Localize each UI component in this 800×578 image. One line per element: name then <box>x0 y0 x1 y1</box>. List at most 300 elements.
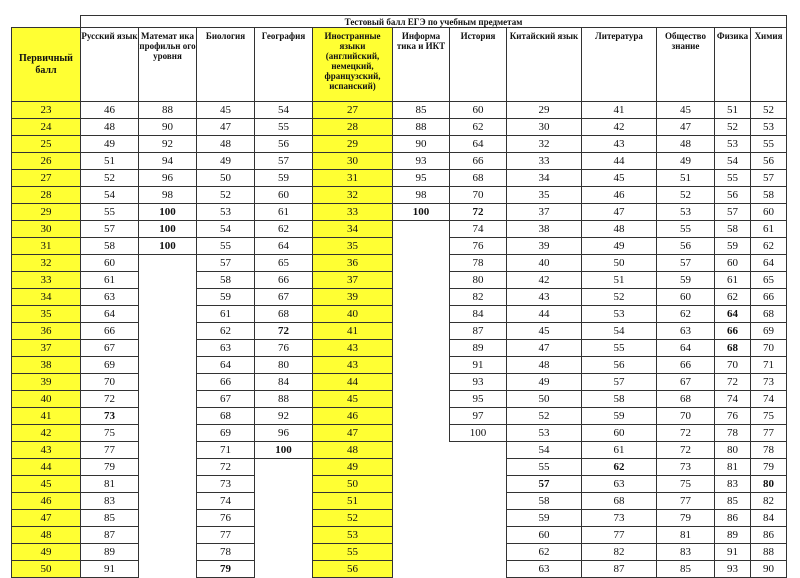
score-cell: 57 <box>657 255 715 272</box>
score-cell <box>393 272 450 289</box>
score-cell: 64 <box>81 306 139 323</box>
score-cell: 46 <box>81 102 139 119</box>
score-cell: 74 <box>450 221 507 238</box>
score-cell: 68 <box>255 306 313 323</box>
primary-score-cell: 44 <box>12 459 81 476</box>
score-cell: 81 <box>81 476 139 493</box>
score-cell <box>393 255 450 272</box>
score-cell <box>139 561 197 578</box>
score-cell: 52 <box>582 289 657 306</box>
primary-score-cell: 38 <box>12 357 81 374</box>
score-cell: 82 <box>751 493 787 510</box>
score-cell <box>450 442 507 459</box>
score-cell: 41 <box>313 323 393 340</box>
score-cell: 63 <box>507 561 582 578</box>
score-cell: 52 <box>313 510 393 527</box>
score-cell: 63 <box>582 476 657 493</box>
score-cell <box>139 340 197 357</box>
primary-score-cell: 39 <box>12 374 81 391</box>
score-cell: 84 <box>450 306 507 323</box>
score-cell: 56 <box>255 136 313 153</box>
primary-score-cell: 31 <box>12 238 81 255</box>
score-cell: 91 <box>81 561 139 578</box>
score-cell: 49 <box>582 238 657 255</box>
score-cell: 32 <box>313 187 393 204</box>
score-cell: 74 <box>751 391 787 408</box>
score-cell: 67 <box>657 374 715 391</box>
score-cell <box>255 527 313 544</box>
table-row <box>12 527 787 544</box>
score-cell: 87 <box>81 527 139 544</box>
score-cell: 85 <box>81 510 139 527</box>
score-cell: 78 <box>715 425 751 442</box>
score-cell: 88 <box>139 102 197 119</box>
subject-header-12: Химия <box>751 28 787 102</box>
score-cell <box>139 306 197 323</box>
score-cell <box>393 476 450 493</box>
score-cell: 68 <box>715 340 751 357</box>
score-cell: 72 <box>81 391 139 408</box>
score-cell: 83 <box>81 493 139 510</box>
table-row <box>12 357 787 374</box>
score-cell: 67 <box>197 391 255 408</box>
score-cell: 79 <box>81 459 139 476</box>
score-cell: 72 <box>450 204 507 221</box>
subject-header-6: Информа тика и ИКТ <box>393 28 450 102</box>
score-conversion-table <box>11 15 787 578</box>
score-conversion-table-container <box>11 15 787 578</box>
score-cell: 50 <box>507 391 582 408</box>
score-cell: 69 <box>197 425 255 442</box>
score-cell <box>450 561 507 578</box>
score-cell: 69 <box>81 357 139 374</box>
score-cell: 54 <box>582 323 657 340</box>
score-cell: 44 <box>313 374 393 391</box>
score-cell: 32 <box>507 136 582 153</box>
score-cell: 28 <box>313 119 393 136</box>
score-cell: 53 <box>657 204 715 221</box>
score-cell: 56 <box>715 187 751 204</box>
score-cell: 85 <box>393 102 450 119</box>
score-cell: 40 <box>507 255 582 272</box>
score-cell <box>139 374 197 391</box>
score-cell: 74 <box>715 391 751 408</box>
score-cell: 83 <box>715 476 751 493</box>
score-cell: 30 <box>313 153 393 170</box>
score-cell: 60 <box>657 289 715 306</box>
table-title: Тестовый балл ЕГЭ по учебным предметам <box>81 16 787 28</box>
score-cell: 86 <box>715 510 751 527</box>
score-cell: 96 <box>255 425 313 442</box>
score-cell: 51 <box>313 493 393 510</box>
score-cell: 80 <box>751 476 787 493</box>
primary-score-cell: 41 <box>12 408 81 425</box>
table-row <box>12 561 787 578</box>
score-cell: 62 <box>715 289 751 306</box>
score-cell: 54 <box>197 221 255 238</box>
primary-score-cell: 34 <box>12 289 81 306</box>
table-row <box>12 493 787 510</box>
score-cell <box>393 408 450 425</box>
score-cell: 89 <box>81 544 139 561</box>
score-cell <box>255 476 313 493</box>
score-cell: 57 <box>715 204 751 221</box>
table-row <box>12 136 787 153</box>
score-cell: 60 <box>507 527 582 544</box>
score-cell: 76 <box>197 510 255 527</box>
score-cell <box>139 442 197 459</box>
primary-score-cell: 43 <box>12 442 81 459</box>
primary-score-cell: 23 <box>12 102 81 119</box>
score-cell: 62 <box>507 544 582 561</box>
score-cell: 55 <box>715 170 751 187</box>
score-cell: 53 <box>313 527 393 544</box>
table-row <box>12 544 787 561</box>
score-cell: 55 <box>197 238 255 255</box>
score-cell: 53 <box>197 204 255 221</box>
primary-score-cell: 35 <box>12 306 81 323</box>
score-cell <box>450 527 507 544</box>
primary-score-header: Первичный балл <box>12 28 81 102</box>
score-cell: 56 <box>313 561 393 578</box>
score-cell: 100 <box>255 442 313 459</box>
score-cell: 80 <box>450 272 507 289</box>
score-cell: 61 <box>255 204 313 221</box>
score-cell: 33 <box>507 153 582 170</box>
score-cell: 86 <box>751 527 787 544</box>
primary-score-cell: 26 <box>12 153 81 170</box>
score-cell: 72 <box>197 459 255 476</box>
score-cell: 95 <box>450 391 507 408</box>
score-cell: 44 <box>582 153 657 170</box>
score-cell <box>255 493 313 510</box>
score-cell: 37 <box>507 204 582 221</box>
score-cell: 49 <box>81 136 139 153</box>
score-cell: 88 <box>393 119 450 136</box>
score-cell: 90 <box>751 561 787 578</box>
score-cell <box>393 391 450 408</box>
score-cell: 53 <box>715 136 751 153</box>
score-cell: 73 <box>197 476 255 493</box>
score-cell: 100 <box>139 238 197 255</box>
score-cell <box>393 425 450 442</box>
score-cell: 34 <box>313 221 393 238</box>
score-cell <box>139 459 197 476</box>
score-cell: 91 <box>715 544 751 561</box>
score-cell: 59 <box>197 289 255 306</box>
primary-score-cell: 24 <box>12 119 81 136</box>
score-cell: 47 <box>582 204 657 221</box>
score-cell <box>393 544 450 561</box>
score-cell <box>393 527 450 544</box>
score-cell: 30 <box>507 119 582 136</box>
score-cell: 66 <box>81 323 139 340</box>
score-cell: 63 <box>197 340 255 357</box>
score-cell: 57 <box>197 255 255 272</box>
score-cell: 39 <box>507 238 582 255</box>
subject-header-1: Русский язык <box>81 28 139 102</box>
score-cell <box>450 510 507 527</box>
score-cell: 35 <box>507 187 582 204</box>
score-cell: 72 <box>657 442 715 459</box>
score-cell <box>393 442 450 459</box>
score-cell: 70 <box>450 187 507 204</box>
score-cell: 43 <box>582 136 657 153</box>
score-cell: 100 <box>393 204 450 221</box>
score-cell: 55 <box>81 204 139 221</box>
score-cell: 93 <box>715 561 751 578</box>
score-cell: 98 <box>393 187 450 204</box>
table-row <box>12 374 787 391</box>
score-cell: 42 <box>507 272 582 289</box>
score-cell: 98 <box>139 187 197 204</box>
subject-header-8: Китайский язык <box>507 28 582 102</box>
subject-header-3: Биология <box>197 28 255 102</box>
primary-score-cell: 33 <box>12 272 81 289</box>
score-cell: 45 <box>197 102 255 119</box>
score-cell: 66 <box>255 272 313 289</box>
score-cell: 70 <box>657 408 715 425</box>
table-row <box>12 510 787 527</box>
score-cell: 48 <box>657 136 715 153</box>
score-cell: 94 <box>139 153 197 170</box>
score-cell: 60 <box>450 102 507 119</box>
score-cell: 57 <box>582 374 657 391</box>
primary-score-cell: 36 <box>12 323 81 340</box>
score-cell: 59 <box>507 510 582 527</box>
primary-score-cell: 48 <box>12 527 81 544</box>
score-cell <box>393 289 450 306</box>
score-cell: 35 <box>313 238 393 255</box>
score-cell: 43 <box>313 357 393 374</box>
score-cell: 49 <box>313 459 393 476</box>
score-cell: 68 <box>450 170 507 187</box>
score-cell: 45 <box>582 170 657 187</box>
score-cell: 54 <box>507 442 582 459</box>
score-cell: 81 <box>715 459 751 476</box>
score-cell: 79 <box>657 510 715 527</box>
score-cell: 58 <box>507 493 582 510</box>
score-cell: 45 <box>507 323 582 340</box>
score-cell: 75 <box>81 425 139 442</box>
table-row <box>12 272 787 289</box>
score-cell: 68 <box>197 408 255 425</box>
score-cell: 52 <box>751 102 787 119</box>
score-cell: 59 <box>255 170 313 187</box>
score-cell: 60 <box>81 255 139 272</box>
table-row <box>12 323 787 340</box>
score-cell: 64 <box>657 340 715 357</box>
primary-score-cell: 28 <box>12 187 81 204</box>
score-cell: 72 <box>255 323 313 340</box>
score-cell <box>139 408 197 425</box>
score-cell: 52 <box>507 408 582 425</box>
primary-score-cell: 37 <box>12 340 81 357</box>
score-cell: 64 <box>255 238 313 255</box>
score-cell: 68 <box>582 493 657 510</box>
score-cell: 77 <box>657 493 715 510</box>
table-row <box>12 391 787 408</box>
score-cell: 80 <box>715 442 751 459</box>
score-cell: 57 <box>751 170 787 187</box>
score-cell: 70 <box>751 340 787 357</box>
score-cell: 44 <box>507 306 582 323</box>
score-cell: 73 <box>81 408 139 425</box>
score-cell: 62 <box>751 238 787 255</box>
score-cell: 63 <box>657 323 715 340</box>
score-cell: 56 <box>751 153 787 170</box>
score-cell: 42 <box>582 119 657 136</box>
score-cell <box>393 357 450 374</box>
score-cell: 48 <box>582 221 657 238</box>
score-cell: 51 <box>715 102 751 119</box>
score-cell: 47 <box>197 119 255 136</box>
score-cell <box>139 357 197 374</box>
table-row <box>12 238 787 255</box>
score-cell: 65 <box>255 255 313 272</box>
score-cell: 85 <box>657 561 715 578</box>
score-cell: 49 <box>507 374 582 391</box>
score-cell: 41 <box>582 102 657 119</box>
score-cell: 78 <box>197 544 255 561</box>
primary-score-cell: 50 <box>12 561 81 578</box>
score-cell <box>139 510 197 527</box>
score-cell: 50 <box>197 170 255 187</box>
score-cell: 62 <box>255 221 313 238</box>
score-cell: 54 <box>81 187 139 204</box>
score-cell: 73 <box>582 510 657 527</box>
score-cell: 97 <box>450 408 507 425</box>
score-cell: 71 <box>751 357 787 374</box>
score-cell: 93 <box>450 374 507 391</box>
primary-score-cell: 47 <box>12 510 81 527</box>
table-row <box>12 442 787 459</box>
score-cell: 53 <box>582 306 657 323</box>
score-cell: 63 <box>81 289 139 306</box>
primary-score-cell: 46 <box>12 493 81 510</box>
score-cell <box>450 493 507 510</box>
score-cell: 46 <box>582 187 657 204</box>
score-cell: 62 <box>197 323 255 340</box>
score-cell <box>450 544 507 561</box>
score-cell: 66 <box>450 153 507 170</box>
score-cell: 79 <box>751 459 787 476</box>
score-cell: 61 <box>715 272 751 289</box>
score-cell: 54 <box>255 102 313 119</box>
score-cell: 47 <box>313 425 393 442</box>
table-row <box>12 408 787 425</box>
score-cell: 62 <box>582 459 657 476</box>
score-cell: 68 <box>751 306 787 323</box>
score-cell: 66 <box>657 357 715 374</box>
score-cell: 55 <box>313 544 393 561</box>
score-cell: 90 <box>393 136 450 153</box>
score-cell: 85 <box>715 493 751 510</box>
score-cell: 87 <box>450 323 507 340</box>
score-cell: 88 <box>751 544 787 561</box>
score-cell <box>393 221 450 238</box>
score-cell: 88 <box>255 391 313 408</box>
score-cell <box>139 425 197 442</box>
score-cell: 81 <box>657 527 715 544</box>
score-cell <box>450 459 507 476</box>
score-cell: 91 <box>450 357 507 374</box>
score-cell <box>139 323 197 340</box>
score-cell: 92 <box>139 136 197 153</box>
score-cell: 27 <box>313 102 393 119</box>
table-row <box>12 255 787 272</box>
subject-header-7: История <box>450 28 507 102</box>
score-cell: 55 <box>507 459 582 476</box>
score-cell: 48 <box>197 136 255 153</box>
score-cell: 57 <box>255 153 313 170</box>
table-row <box>12 306 787 323</box>
score-cell <box>393 323 450 340</box>
score-cell: 65 <box>751 272 787 289</box>
score-cell: 58 <box>715 221 751 238</box>
score-cell: 58 <box>751 187 787 204</box>
score-cell: 84 <box>255 374 313 391</box>
score-cell <box>139 289 197 306</box>
score-cell: 38 <box>507 221 582 238</box>
score-cell: 59 <box>715 238 751 255</box>
score-cell: 48 <box>313 442 393 459</box>
table-row <box>12 119 787 136</box>
score-cell: 61 <box>751 221 787 238</box>
table-row <box>12 425 787 442</box>
score-cell: 61 <box>582 442 657 459</box>
score-cell: 51 <box>582 272 657 289</box>
score-cell: 73 <box>657 459 715 476</box>
primary-score-cell: 30 <box>12 221 81 238</box>
subject-header-2: Математ ика профильн ого уровня <box>139 28 197 102</box>
score-cell: 62 <box>657 306 715 323</box>
score-cell: 49 <box>657 153 715 170</box>
subject-header-10: Общество знание <box>657 28 715 102</box>
score-cell: 60 <box>751 204 787 221</box>
score-cell: 96 <box>139 170 197 187</box>
score-cell <box>393 306 450 323</box>
primary-score-cell: 29 <box>12 204 81 221</box>
score-cell: 72 <box>657 425 715 442</box>
score-cell: 90 <box>139 119 197 136</box>
score-cell: 55 <box>582 340 657 357</box>
score-cell: 45 <box>657 102 715 119</box>
score-cell: 53 <box>507 425 582 442</box>
score-cell <box>139 476 197 493</box>
score-cell: 64 <box>751 255 787 272</box>
score-cell: 58 <box>81 238 139 255</box>
table-row <box>12 221 787 238</box>
score-cell: 87 <box>582 561 657 578</box>
score-cell: 51 <box>81 153 139 170</box>
score-cell <box>450 476 507 493</box>
score-cell: 66 <box>197 374 255 391</box>
score-cell: 71 <box>197 442 255 459</box>
score-cell: 59 <box>657 272 715 289</box>
score-cell <box>393 493 450 510</box>
score-cell: 56 <box>582 357 657 374</box>
score-cell: 70 <box>715 357 751 374</box>
score-cell: 52 <box>197 187 255 204</box>
score-cell: 54 <box>715 153 751 170</box>
score-cell: 39 <box>313 289 393 306</box>
score-cell: 57 <box>507 476 582 493</box>
score-cell: 67 <box>255 289 313 306</box>
score-cell <box>255 544 313 561</box>
score-cell: 95 <box>393 170 450 187</box>
score-cell: 78 <box>450 255 507 272</box>
